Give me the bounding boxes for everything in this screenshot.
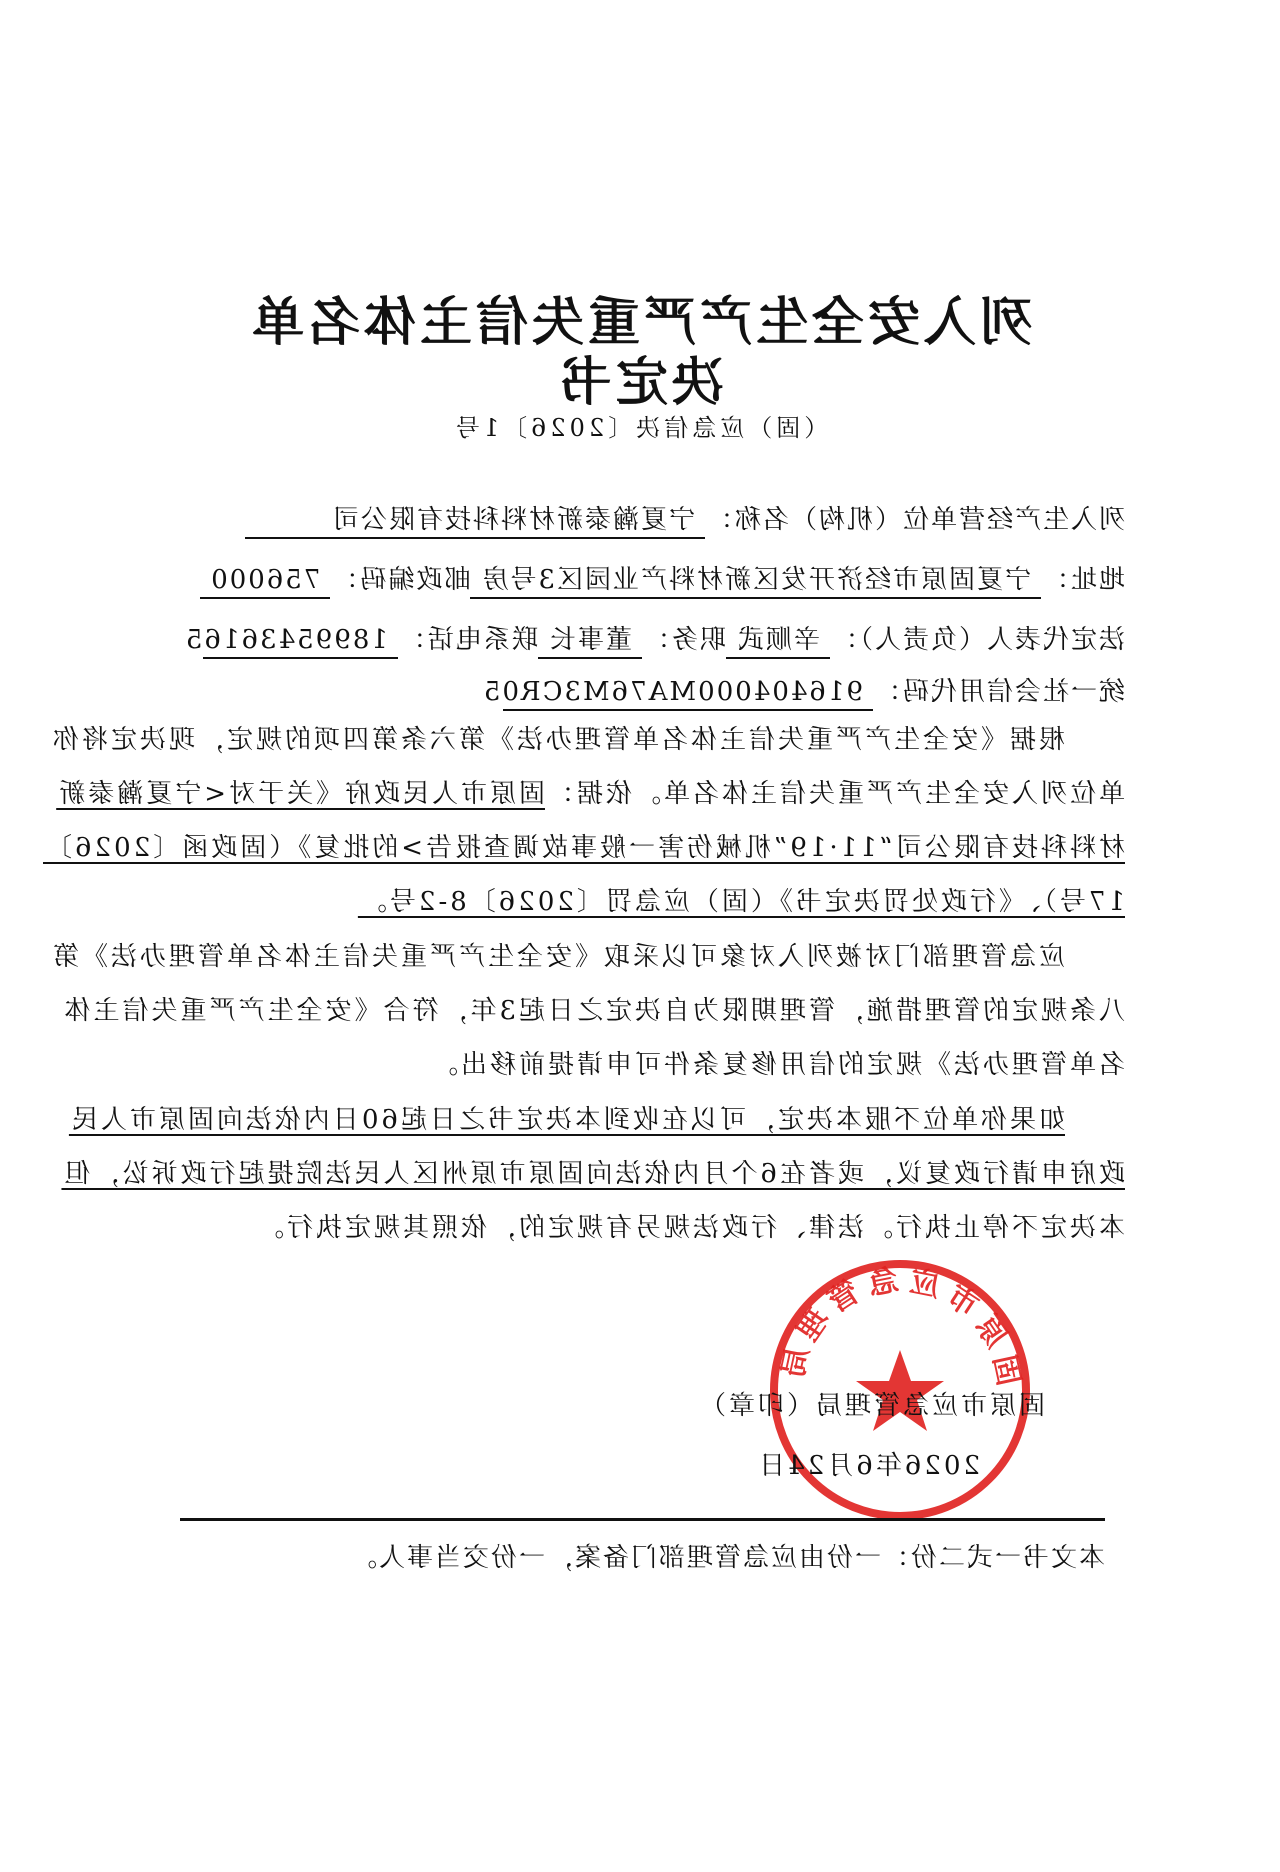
signing-agency: 固原市应急管理局（印章）	[696, 1391, 1045, 1421]
paragraph-2-line-3: 名单管理办法》规定的信用修复条件可申请提前移出。	[428, 1050, 1125, 1080]
position-label: 职务：	[641, 625, 726, 655]
credit-code-value: 916404000MA76M3CR05	[503, 675, 873, 711]
credit-code-row	[165, 672, 1125, 712]
footer-divider	[180, 1518, 1105, 1521]
paragraph-3-line-1: 如果你单位不服本决定，可以在收到本决定书之日起60日内依法向固原市人民	[68, 1105, 1065, 1135]
paragraph-2-line-2: 八条规定的管理措施，管理期限为自决定之日起3年，符合《安全生产严重失信主体	[61, 996, 1125, 1026]
unit-value: 宁夏瀚泰新材料科技有限公司	[245, 503, 705, 539]
document-title: 列入安全生产严重失信主体名单	[248, 293, 1033, 353]
footer-note: 本文书一式二份：一份由应急管理部门备案，一份交当事人。	[348, 1543, 1105, 1573]
position-value: 董事长	[538, 623, 642, 659]
address-label: 地址：	[1040, 565, 1125, 595]
paragraph-2-line-1: 应急管理部门对被列入对象可以采取《安全生产严重失信主体名单管理办法》第	[49, 942, 1065, 972]
address-value: 宁夏固原市经济开发区新材料产业园区3号房	[470, 563, 1041, 599]
address-row	[165, 560, 1125, 600]
paragraph-1-line-1: 根据《安全生产严重失信主体名单管理办法》第六条第四项的规定，现决定将你	[49, 725, 1065, 755]
unit-row	[165, 500, 1125, 540]
postcode-label: 邮政编码：	[330, 565, 471, 595]
document-title-2: 决定书	[556, 353, 725, 413]
phone-label: 联系电话：	[397, 625, 538, 655]
credit-code-label: 统一社会信用代码：	[872, 677, 1125, 707]
phone-value: 18995436165	[203, 623, 398, 659]
paragraph-1-line-2	[56, 774, 1125, 814]
paragraph-1-line-2a: 单位列入安全生产严重失信主体名单。依据：	[544, 779, 1125, 809]
paragraph-3-line-3: 本决定不停止执行。法律、行政法规另有规定的，依照其规定执行。	[254, 1213, 1125, 1243]
paragraph-3-line-2: 政府申请行政复议，或者在6个月内依法向固原市原州区人民法院提起行政诉讼，但	[61, 1159, 1125, 1189]
legal-rep-row	[165, 620, 1125, 660]
postcode-value: 756000	[200, 563, 330, 599]
signing-date: 2026年6月24日	[756, 1451, 980, 1481]
paragraph-1-line-4: 17号）、《行政处罚决定书》（固）应急罚〔2026〕8-2号。	[357, 887, 1125, 917]
document-number: （固）应急信决〔2026〕1号	[451, 414, 829, 442]
legal-rep-value: 辛顺武	[726, 623, 830, 659]
svg-text:固原市应急管理局: 固原市应急管理局	[773, 1262, 1027, 1389]
paragraph-1-line-2b: 固原市人民政府《关于对<宁夏瀚泰新	[56, 779, 545, 809]
unit-label: 列入生产经营单位（机构）名称：	[704, 505, 1125, 535]
legal-rep-label: 法定代表人（负责人）：	[829, 625, 1125, 655]
paragraph-1-line-3: 材料科技有限公司“11·19”机械伤害一般事故调查报告>的批复》（固政函〔2026〕	[43, 833, 1125, 863]
